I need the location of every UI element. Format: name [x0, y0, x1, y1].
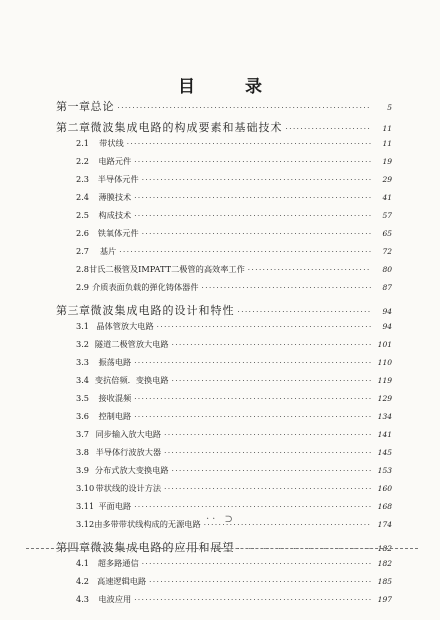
toc-entry-number: 4.3: [76, 594, 90, 604]
toc-section-row: [56, 447, 392, 465]
toc-page-number: 19: [382, 157, 392, 166]
toc-section-row: [56, 246, 392, 264]
toc-entry-title: 电波应用: [98, 594, 132, 604]
toc-page-number: 182: [377, 559, 392, 568]
toc-entry-number: 3.9: [76, 465, 90, 475]
toc-page-number: 5: [387, 103, 392, 112]
toc-entry-title: 带状线: [99, 138, 124, 148]
toc-entry-number: 2.6: [76, 228, 90, 238]
toc-entry-number: 3.5: [76, 393, 90, 403]
toc-entry-title: 基片: [99, 246, 117, 256]
dot-leader: [248, 266, 371, 274]
dot-leader: [134, 503, 371, 511]
toc-section-row: [56, 411, 392, 429]
toc-entry-title: 半导体行波放大器: [95, 447, 162, 457]
toc-entry-title: 总论: [90, 100, 115, 113]
toc-section-row: [56, 192, 392, 210]
toc-entry-title: 微波集成电路的设计和特性: [90, 304, 235, 317]
toc-section-row: [56, 321, 392, 339]
dot-leader: [164, 431, 371, 439]
toc-page-number: 119: [377, 376, 392, 385]
toc-section-row: [56, 357, 392, 375]
dot-leader: [172, 377, 371, 385]
toc-entry-title: 变抗倍频．变换电路: [94, 375, 169, 385]
dot-leader: [134, 596, 371, 604]
dot-leader: [118, 104, 372, 112]
toc-entry-title: 平面电路: [98, 501, 132, 511]
dot-leader: [238, 308, 372, 316]
toc-entry-title: 介质表面负载的弹化铸体器件: [92, 282, 199, 292]
toc-entry-title: 分布式放大变换电路: [94, 465, 169, 475]
toc-entry-title: 高速逻辑电路: [97, 576, 147, 586]
toc-entry-number: 3.6: [76, 411, 90, 421]
toc-entry-title: 晶体管放大电路: [96, 321, 154, 331]
toc-section-row: [56, 483, 392, 501]
dot-leader: [134, 413, 371, 421]
toc-page-number: 57: [382, 211, 392, 220]
toc-entry-title: 带状线的设计方法: [95, 483, 162, 493]
toc-page-number: 197: [377, 595, 392, 604]
toc-page-number: 185: [377, 577, 392, 586]
toc-section-row: [56, 594, 392, 612]
toc-page-number: 65: [382, 229, 392, 238]
toc-entry-number: 2.1: [76, 138, 90, 148]
toc-entry-number: 2.7: [76, 246, 90, 256]
toc-entry-number: 2.8: [76, 264, 90, 274]
dot-leader: [157, 323, 371, 331]
toc-page-number: 153: [377, 466, 392, 475]
toc-page-number: 101: [377, 340, 392, 349]
toc-entry-title: 电路元件: [98, 156, 132, 166]
toc-page-number: 182: [377, 544, 392, 553]
dot-leader: [119, 248, 371, 256]
dot-leader: [164, 485, 371, 493]
toc-entry-title: 构成技术: [98, 210, 132, 220]
dot-leader: [142, 176, 371, 184]
toc-section-row: [56, 429, 392, 447]
toc-entry-number: 3.3: [76, 357, 90, 367]
dot-leader: [172, 467, 371, 475]
dot-leader: [142, 560, 371, 568]
dot-leader: [134, 194, 371, 202]
toc-section-row: [56, 576, 392, 594]
toc-entry-number: 3.4: [76, 375, 90, 385]
toc-section-row: [56, 339, 392, 357]
toc-page-number: 94: [382, 307, 392, 316]
toc-page-number: 160: [377, 484, 392, 493]
dot-leader: [134, 359, 371, 367]
toc-entry-number: 2.3: [76, 174, 90, 184]
toc-entry-number: 2.5: [76, 210, 90, 220]
toc-section-row: [56, 210, 392, 228]
toc-section-row: [56, 228, 392, 246]
toc-entry-number: 3.8: [76, 447, 90, 457]
toc-section-row: [56, 156, 392, 174]
toc-entry-title: 铁氧体元件: [97, 228, 139, 238]
scan-smudge: ·· ⊃: [206, 514, 236, 525]
toc-section-row: [56, 558, 392, 576]
toc-section-row: [56, 282, 392, 300]
toc-page-number: 168: [377, 502, 392, 511]
toc-entry-number: 2.4: [76, 192, 90, 202]
toc-entry-number: 第一章: [56, 100, 91, 113]
toc-page-number: 87: [382, 283, 392, 292]
footer-dashed-rule: [26, 548, 418, 549]
toc-page-number: 80: [382, 265, 392, 274]
toc-entry-number: 4.2: [76, 576, 90, 586]
dot-leader: [172, 341, 371, 349]
dot-leader: [134, 158, 371, 166]
toc-entry-number: 2.9: [76, 282, 90, 292]
toc-entry-number: 3.1: [76, 321, 90, 331]
toc-chapter-row: [56, 302, 392, 321]
toc-entry-number: 3.7: [76, 429, 90, 439]
toc-entry-number: 第四章: [56, 541, 91, 554]
toc-entry-title: 超多路通信: [97, 558, 139, 568]
toc-section-row: [56, 393, 392, 411]
toc-entry-number: 4.1: [76, 558, 90, 568]
toc-entry-title: 同步输入放大电路: [95, 429, 162, 439]
toc-entry-title: 接收混频: [98, 393, 132, 403]
dot-leader: [127, 140, 371, 148]
toc-entry-title: 甘氏二极管及IMPATT二极管的高效率工作: [89, 264, 245, 274]
toc-section-row: [56, 138, 392, 156]
toc-section-row: [56, 375, 392, 393]
toc-entry-title: 微波集成电路的应用和展望: [90, 541, 235, 554]
dot-leader: [202, 284, 371, 292]
toc-page-number: 145: [377, 448, 392, 457]
toc-chapter-row: [56, 119, 392, 138]
toc-page-number: 11: [382, 139, 392, 148]
toc-page-number: 134: [377, 412, 392, 421]
toc-entry-title: 控制电路: [98, 411, 132, 421]
toc-entry-title: 薄膜技术: [98, 192, 132, 202]
toc-page-number: 72: [382, 247, 392, 256]
dot-leader: [238, 545, 372, 553]
toc-section-row: [56, 465, 392, 483]
toc-entry-title: 半导体元件: [97, 174, 139, 184]
toc-entry-number: 3.2: [76, 339, 90, 349]
toc-page-number: 174: [377, 520, 392, 529]
toc-page-number: 94: [382, 322, 392, 331]
toc-entry-title: 振荡电路: [98, 357, 132, 367]
toc-entry-number: 第三章: [56, 304, 91, 317]
toc-entry-number: 3.10: [76, 483, 95, 493]
dot-leader: [134, 212, 371, 220]
toc-page-number: 29: [382, 175, 392, 184]
page-title: 目 录: [178, 77, 284, 97]
toc-section-row: [56, 174, 392, 192]
toc-entry-title: 由多带带状线构成的无源电路: [94, 519, 201, 529]
toc-entry-title: 隧道二极管放大电路: [94, 339, 169, 349]
toc-entry-number: 第二章: [56, 121, 91, 134]
toc-page-number: 141: [377, 430, 392, 439]
dot-leader: [142, 230, 371, 238]
toc-page-number: 129: [377, 394, 392, 403]
dot-leader: [134, 395, 371, 403]
dot-leader: [149, 578, 371, 586]
dot-leader: [286, 125, 372, 133]
toc-entry-number: 3.11: [76, 501, 95, 511]
toc-section-row: [56, 264, 392, 282]
table-of-contents: [56, 98, 392, 612]
toc-entry-number: 2.2: [76, 156, 90, 166]
toc-entry-number: 3.12: [76, 519, 95, 529]
toc-chapter-row: [56, 98, 392, 117]
dot-leader: [164, 449, 371, 457]
toc-page-number: 41: [382, 193, 392, 202]
toc-page-number: 110: [377, 358, 392, 367]
toc-page-number: 11: [382, 124, 392, 133]
toc-entry-title: 微波集成电路的构成要素和基础技术: [90, 121, 283, 134]
